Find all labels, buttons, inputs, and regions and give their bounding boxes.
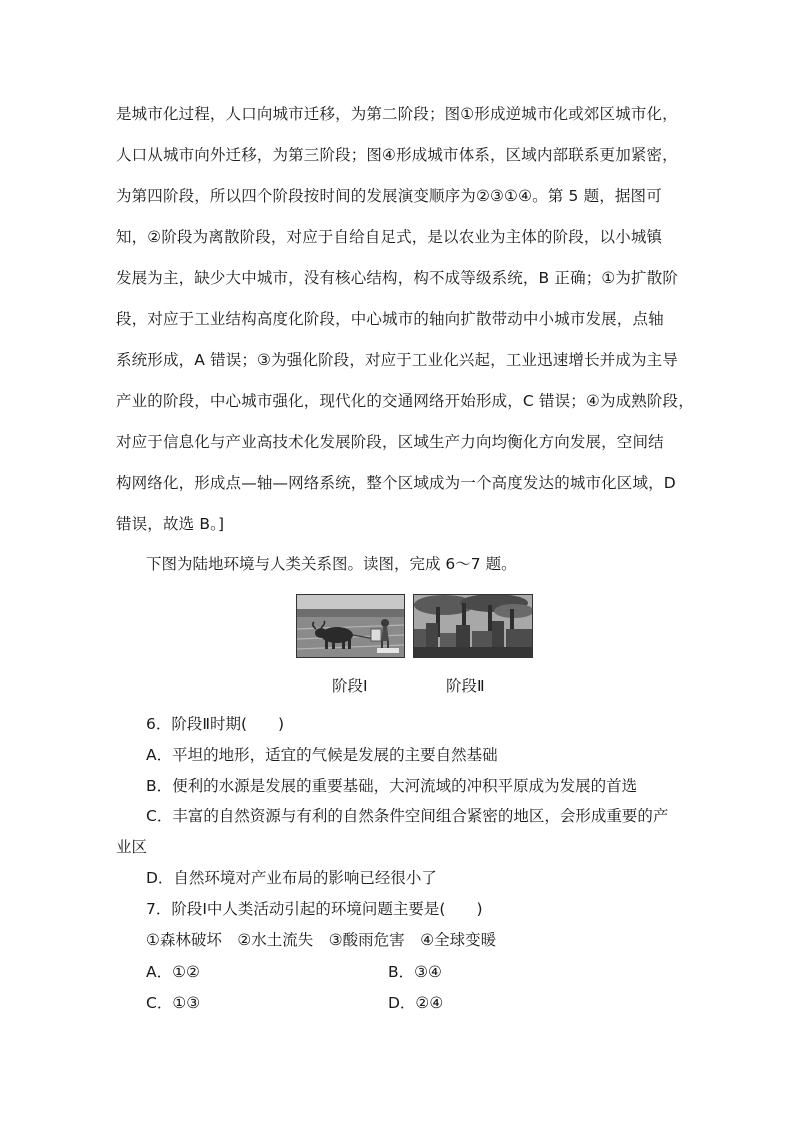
question-7-items: ①森林破坏 ②水土流失 ③酸雨危害 ④全球变暖	[146, 931, 497, 949]
explanation-line: 构网络化，形成点—轴—网络系统，整个区域成为一个高度发达的城市化区域，D	[116, 474, 676, 492]
figure-group	[296, 594, 532, 658]
explanation-line: 对应于信息化与产业高技术化发展阶段，区域生产力向均衡化方向发展，空间结	[116, 433, 664, 451]
figure-caption-stage-2: 阶段Ⅱ	[446, 677, 485, 695]
figure-caption-stage-1: 阶段Ⅰ	[332, 677, 368, 695]
question-6-option-a[interactable]: A．平坦的地形，适宜的气候是发展的主要自然基础	[146, 746, 498, 764]
explanation-line: 知，②阶段为离散阶段，对应于自给自足式，是以农业为主体的阶段，以小城镇	[116, 228, 663, 246]
question-7-option-c[interactable]: C．①③	[146, 994, 201, 1012]
question-6-option-c-continued: 业区	[116, 838, 148, 856]
explanation-line: 为第四阶段，所以四个阶段按时间的发展演变顺序为②③①④。第 5 题，据图可	[116, 187, 662, 205]
question-6-option-d[interactable]: D．自然环境对产业布局的影响已经很小了	[146, 869, 437, 887]
question-intro: 下图为陆地环境与人类关系图。读图，完成 6～7 题。	[146, 555, 517, 573]
explanation-line: 产业的阶段，中心城市强化，现代化的交通网络开始形成，C 错误；④为成熟阶段，	[116, 392, 694, 410]
explanation-line: 人口从城市向外迁移，为第三阶段；图④形成城市体系，区域内部联系更加紧密，	[116, 146, 678, 164]
question-6-option-c[interactable]: C．丰富的自然资源与有利的自然条件空间组合紧密的地区，会形成重要的产	[146, 807, 669, 825]
explanation-line: 段，对应于工业结构高度化阶段，中心城市的轴向扩散带动中小城市发展，点轴	[116, 310, 664, 328]
stage-2-industrial-image	[413, 594, 533, 658]
stage-1-farming-image	[296, 594, 405, 658]
question-7-option-b[interactable]: B．③④	[388, 963, 442, 981]
question-7-option-d[interactable]: D．②④	[388, 994, 444, 1012]
question-6-stem: 6．阶段Ⅱ时期( )	[146, 715, 285, 733]
explanation-line: 是城市化过程，人口向城市迁移，为第二阶段；图①形成逆城市化或郊区城市化，	[116, 105, 678, 123]
question-7-option-a[interactable]: A．①②	[146, 963, 200, 981]
explanation-line: 错误，故选 B。]	[116, 515, 225, 533]
explanation-line: 发展为主，缺少大中城市，没有核心结构，构不成等级系统，B 正确；①为扩散阶	[116, 269, 679, 287]
explanation-line: 系统形成，A 错误；③为强化阶段，对应于工业化兴起，工业迅速增长并成为主导	[116, 351, 678, 369]
question-6-option-b[interactable]: B．便利的水源是发展的重要基础，大河流域的冲积平原成为发展的首选	[146, 777, 638, 795]
answer-explanation	[116, 94, 694, 545]
question-7-stem: 7．阶段Ⅰ中人类活动引起的环境问题主要是( )	[146, 900, 483, 918]
